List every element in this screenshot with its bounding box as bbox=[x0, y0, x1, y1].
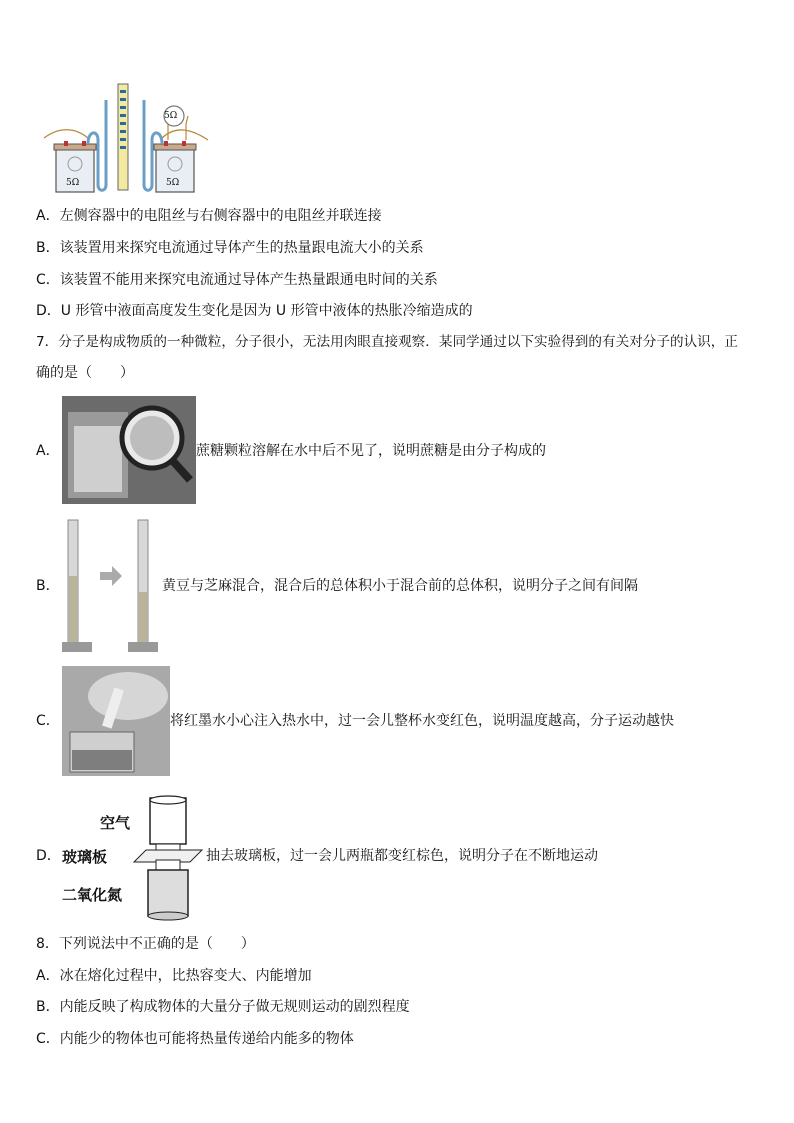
q8-stem: 8．下列说法中不正确的是（ ） bbox=[36, 936, 255, 952]
q8-option-a: A．冰在熔化过程中，比热容变大、内能增加 bbox=[36, 968, 312, 984]
left-resistor-label: 5Ω bbox=[66, 178, 80, 188]
q7-option-b-letter: B． bbox=[36, 578, 60, 594]
q7-option-d-text: 抽去玻璃板，过一会儿两瓶都变红棕色，说明分子在不断地运动 bbox=[206, 848, 598, 864]
right-lid bbox=[154, 144, 196, 150]
q7-option-c-text: 将红墨水小心注入热水中，过一会儿整杯水变红色，说明温度越高，分子运动越快 bbox=[170, 713, 674, 729]
q7-option-d-letter: D． bbox=[36, 848, 61, 864]
nitrogen-dioxide-label: 二氧化氮 bbox=[62, 886, 123, 904]
external-resistor-label: 5Ω bbox=[164, 111, 178, 121]
gas-bottles-figure bbox=[132, 794, 204, 922]
q6-option-b: B．该装置用来探究电流通过导体产生的热量跟电流大小的关系 bbox=[36, 240, 424, 256]
q8-option-c: C．内能少的物体也可能将热量传递给内能多的物体 bbox=[36, 1031, 354, 1047]
q7-stem-line2: 确的是（ ） bbox=[36, 365, 134, 381]
q7-option-a-text: 蔗糖颗粒溶解在水中后不见了，说明蔗糖是由分子构成的 bbox=[196, 443, 546, 459]
left-lid bbox=[54, 144, 96, 150]
q7-stem-line1: 7．分子是构成物质的一种微粒，分子很小，无法用肉眼直接观察．某同学通过以下实验得到的有关对分子的认识，正 bbox=[36, 334, 738, 350]
right-resistor-label: 5Ω bbox=[166, 178, 180, 188]
q6-option-a: A．左侧容器中的电阻丝与右侧容器中的电阻丝并联连接 bbox=[36, 208, 382, 224]
ink-dropper-photo bbox=[62, 666, 170, 776]
air-label: 空气 bbox=[100, 814, 131, 832]
glass-plate-label: 玻璃板 bbox=[62, 848, 108, 866]
q7-option-b-text: 黄豆与芝麻混合，混合后的总体积小于混合前的总体积，说明分子之间有间隔 bbox=[162, 578, 638, 594]
q7-option-c-letter: C． bbox=[36, 713, 60, 729]
q6-option-c: C．该装置不能用来探究电流通过导体产生热量跟通电时间的关系 bbox=[36, 272, 438, 288]
cylinders-photo bbox=[62, 516, 162, 654]
magnifier-photo bbox=[62, 396, 196, 504]
q8-option-b: B．内能反映了构成物体的大量分子做无规则运动的剧烈程度 bbox=[36, 999, 410, 1015]
q6-option-d: D．U 形管中液面高度发生变化是因为 U 形管中液体的热胀冷缩造成的 bbox=[36, 303, 473, 319]
q7-option-a-letter: A． bbox=[36, 443, 60, 459]
